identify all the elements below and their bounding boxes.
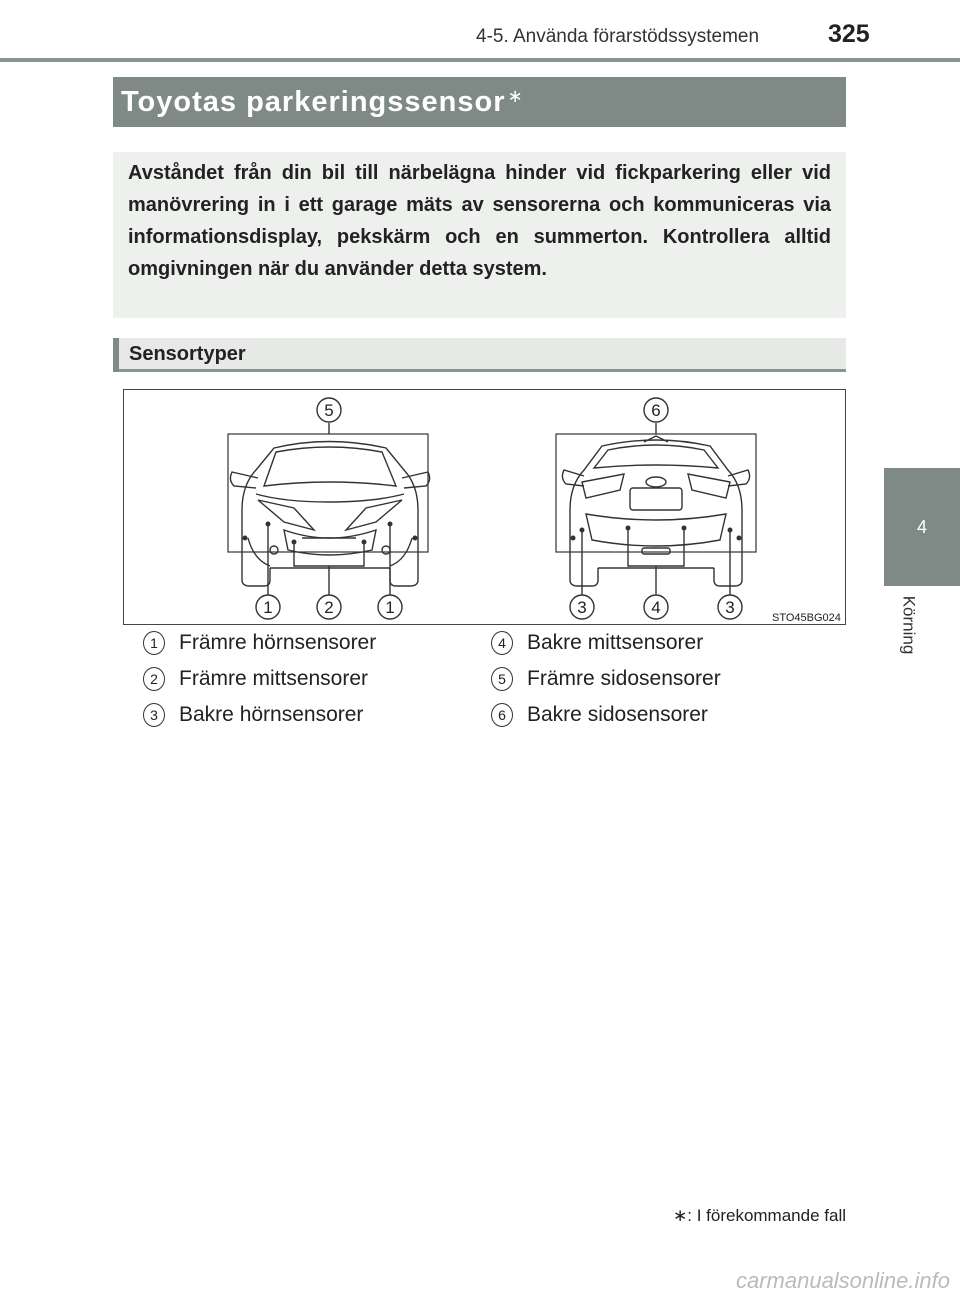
title-asterisk: ∗ (507, 85, 524, 106)
footnote: ∗: I förekommande fall (673, 1206, 846, 1225)
legend-item (143, 703, 363, 727)
page-title-text: Toyotas parkeringssensor (121, 85, 506, 118)
watermark: carmanualsonline.info (735, 1268, 950, 1293)
legend-item (143, 667, 368, 691)
legend-number: 1 (143, 631, 165, 655)
legend-item (491, 631, 703, 655)
chapter-label-text: Körning (898, 595, 918, 655)
chapter-number: 4 (916, 516, 927, 537)
chapter-tab[interactable] (884, 468, 960, 586)
rear-car-illustration (556, 434, 756, 586)
intro-box (113, 152, 846, 318)
callout-1-left: 1 (263, 598, 273, 617)
legend-number: 4 (491, 631, 513, 655)
legend-item (491, 703, 708, 727)
sensor-diagram (123, 389, 846, 625)
legend-item (143, 631, 376, 655)
callout-5: 5 (324, 401, 334, 420)
header-divider (0, 58, 960, 62)
section-heading-bar (113, 338, 119, 372)
legend-label: Bakre hörnsensorer (179, 703, 364, 726)
callout-6: 6 (651, 401, 661, 420)
legend-label: Främre mittsensorer (179, 667, 369, 690)
page-title (113, 77, 846, 127)
callout-3-left: 3 (577, 598, 587, 617)
callout-4: 4 (651, 598, 661, 617)
intro-text: Avståndet från din bil till närbelägna hinder vid fickparkering eller vid manövrering in i ett garage mäts av sensorerna och kommuniceras via informationsdisplay, pekskärm och en summerton. Kontrollera alltid omgivningen när du använder detta system. (128, 162, 831, 280)
callout-1-right: 1 (385, 598, 395, 617)
page-number: 325 (828, 20, 870, 48)
chapter-label (870, 580, 946, 670)
front-car-illustration (228, 434, 430, 586)
legend-number: 5 (491, 667, 513, 691)
section-heading-text: Sensortyper (129, 343, 246, 365)
callout-3-right: 3 (725, 598, 735, 617)
legend-item (491, 667, 721, 691)
section-header: 4-5. Använda förarstödssystemen (476, 26, 760, 47)
legend-label: Bakre mittsensorer (527, 631, 704, 654)
section-heading (113, 338, 846, 372)
callout-2: 2 (324, 598, 334, 617)
figure-code: STO45BG024 (772, 612, 841, 624)
legend-number: 3 (143, 703, 165, 727)
legend-label: Bakre sidosensorer (527, 703, 708, 726)
legend-label: Främre hörnsensorer (179, 631, 377, 654)
legend-label: Främre sidosensorer (527, 667, 721, 690)
legend-number: 2 (143, 667, 165, 691)
legend-number: 6 (491, 703, 513, 727)
